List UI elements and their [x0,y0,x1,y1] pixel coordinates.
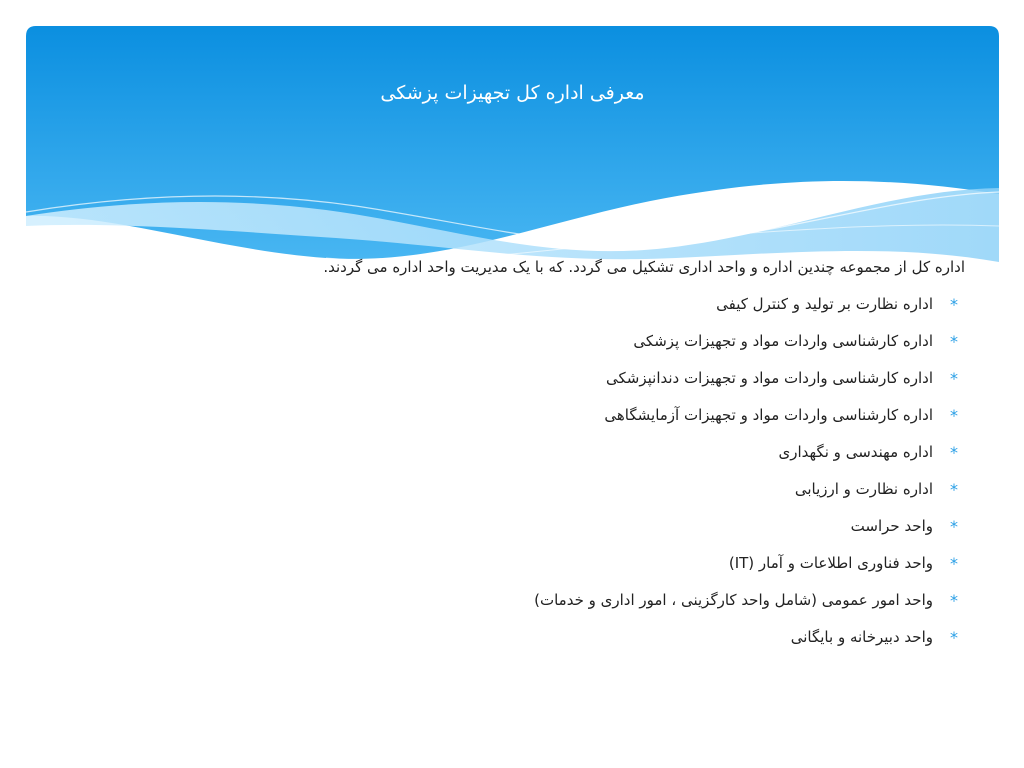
asterisk-bullet-icon: * [950,369,958,388]
asterisk-bullet-icon: * [950,406,958,425]
list-item-label: واحد حراست [850,517,933,535]
list-item-label: واحد امور عمومی (شامل واحد کارگزینی ، امور اداری و خدمات) [534,591,933,609]
list-item [220,397,965,434]
asterisk-bullet-icon: * [950,517,958,536]
asterisk-bullet-icon: * [950,554,958,573]
list-item [220,434,965,471]
list-item-label: واحد فناوری اطلاعات و آمار (IT) [728,554,933,572]
list-item-label: اداره نظارت و ارزیابی [794,480,933,498]
asterisk-bullet-icon: * [950,295,958,314]
list-item-label: اداره کارشناسی واردات مواد و تجهیزات پزشکی [633,332,933,350]
list-item [220,471,965,508]
list-item-label: اداره مهندسی و نگهداری [778,443,933,461]
list-item-label: اداره نظارت بر تولید و کنترل کیفی [716,295,933,313]
list-item-label: اداره کارشناسی واردات مواد و تجهیزات آزمایشگاهی [604,406,933,424]
asterisk-bullet-icon: * [950,443,958,462]
asterisk-bullet-icon: * [950,332,958,351]
list-item [220,619,965,656]
asterisk-bullet-icon: * [950,591,958,610]
asterisk-bullet-icon: * [950,628,958,647]
slide-title: معرفی اداره کل تجهیزات پزشکی [380,82,645,104]
slide-content [220,254,965,656]
header-wave-background [26,26,999,276]
department-list [220,286,965,656]
list-item-label: اداره کارشناسی واردات مواد و تجهیزات دندانپزشکی [605,369,933,387]
asterisk-bullet-icon: * [950,480,958,499]
intro-paragraph: اداره کل از مجموعه چندین اداره و واحد اداری تشکیل می گردد. که با یک مدیریت واحد اداره می گردند. [323,258,965,276]
list-item [220,508,965,545]
list-item [220,360,965,397]
list-item [220,323,965,360]
list-item-label: واحد دبیرخانه و بایگانی [790,628,933,646]
list-item [220,545,965,582]
list-item [220,286,965,323]
list-item [220,582,965,619]
